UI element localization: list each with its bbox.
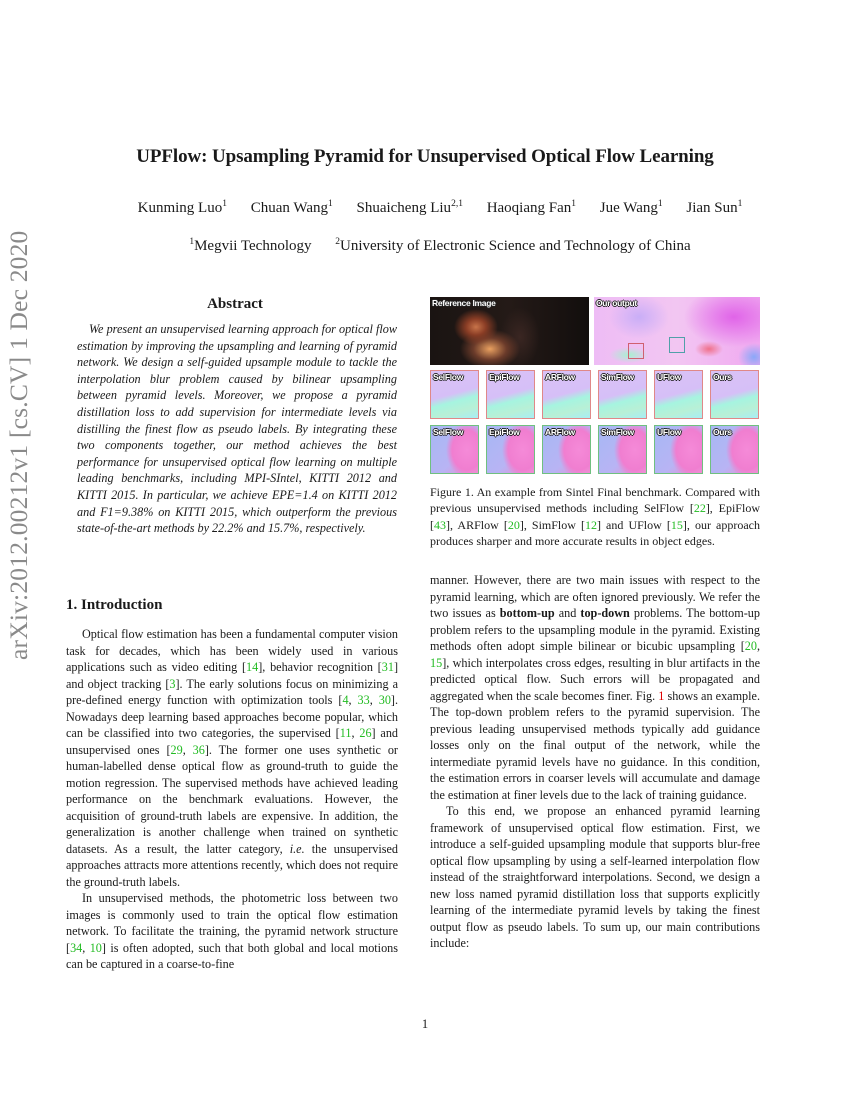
citation-link[interactable]: 11 bbox=[339, 726, 352, 740]
citation-link[interactable]: 20 bbox=[507, 517, 520, 532]
crop-green-epiflow bbox=[486, 425, 535, 474]
abstract-body bbox=[77, 321, 397, 537]
citation-link[interactable]: 30 bbox=[378, 693, 391, 707]
crop-red-simflow bbox=[598, 370, 647, 419]
crop-green-simflow bbox=[598, 425, 647, 474]
panel-label: SelFlow bbox=[433, 372, 464, 382]
intro-left-column bbox=[66, 626, 398, 973]
crop-green-arflow bbox=[542, 425, 591, 474]
affiliation: $^1$Megvii Technology bbox=[189, 237, 312, 254]
paragraph-fragment: manner. However, there are two main issues with respect to the pyramid learning, which are often ignored previously. We refer the two issues as bbox=[430, 573, 760, 620]
panel-label: EpiFlow bbox=[489, 427, 520, 437]
panel-label: ARFlow bbox=[545, 372, 575, 382]
crop-green-uflow bbox=[654, 425, 703, 474]
panel-label: SelFlow bbox=[433, 427, 464, 437]
intro-paragraph-1: Optical flow estimation has been a fundamental computer vision task for decades, which has been widely used in various applications such as video editing [14], behavior recognition [31] and object tracking [3]. The early solutions focus on minimizing a pre-defined energy function with optimization tools [4, 33, 30]. Nowadays deep learning based approaches become popular, which can be classified into two categories, the supervised [11, 26] and unsupervised ones [29, 36]. The former one uses synthetic or human-labelled dense optical flow as ground-truth to guide the motion regression. The supervised methods have achieved leading performance on the benchmark evaluations. However, the acquisition of ground-truth labels are expensive. In addition, the generalization is another challenge when trained on synthetic datasets. As a result, the latter category, i.e. the unsupervised approaches attracts more attentions recently, which does not require the ground-truth labels. bbox=[66, 627, 399, 889]
citation-link[interactable]: 22 bbox=[693, 501, 706, 516]
panel-label: SimFlow bbox=[601, 372, 634, 382]
figure-1-caption: Figure 1. An example from Sintel Final benchmark. Compared with previous unsupervised methods including SelFlow [22], EpiFlow [43], ARFlow [20], SimFlow [12] and UFlow [15], our approach produces sharper and more accurate results in object edges. bbox=[430, 485, 760, 548]
citation-link[interactable]: 20 bbox=[744, 639, 757, 653]
paper-title: UPFlow: Upsampling Pyramid for Unsupervised Optical Flow Learning bbox=[136, 146, 714, 167]
citation-link[interactable]: 3 bbox=[169, 676, 176, 691]
author: Jian Sun$^1$ bbox=[686, 199, 743, 216]
figure-reference-link[interactable]: 1 bbox=[658, 688, 665, 703]
intro-right-column bbox=[430, 572, 760, 952]
affiliation-list bbox=[60, 238, 820, 255]
affiliation: $^2$University of Electronic Science and Technology of China bbox=[335, 237, 691, 254]
citation-link[interactable]: 14 bbox=[246, 660, 259, 674]
intro-paragraph-3: To this end, we propose an enhanced pyramid learning framework of unsupervised optical flow estimation. First, we introduce a self-guided upsampling module that supports blur-free optical flow upsampling by using a self-learned interpolation flow instead of the straightforward interpolations. Second, we design a new loss named pyramid distillation loss that supports explicitly learning of the intermediate pyramid levels by taking the finest output flow as pseudo labels. To sum up, our main contributions include: bbox=[430, 804, 760, 950]
author: Haoqiang Fan$^1$ bbox=[486, 199, 577, 216]
panel-label: EpiFlow bbox=[489, 372, 520, 382]
intro-paragraph-2-cont: manner. However, there are two main issues with respect to the pyramid learning, which are often ignored previously. We refer the two issues as bottom-up and top-down problems. The bottom-up problem refers to the upsampling module in the pyramid. Existing methods often adopt simple bilinear or bicubic upsampling [20, 15], which interpolates cross edges, resulting in blur artifacts in the predicted optical flow. Such errors will be propagated and aggregated when the scale becomes finer. Fig. 1 shows an example. The top-down problem refers to the pyramid supervision. The previous leading unsupervised methods typically add guidance losses only on the final output of the network, while the intermediate pyramid levels have no guidance. In this condition, the estimation errors in coarser levels will accumulate and damage the estimation at finer levels due to the lack of training guidance. bbox=[430, 573, 760, 802]
citation-link[interactable]: 33 bbox=[357, 693, 370, 707]
section-heading-introduction: 1. Introduction bbox=[66, 597, 163, 613]
author: Shuaicheng Liu$^{2,1}$ bbox=[356, 199, 463, 216]
panel-label: ARFlow bbox=[545, 427, 575, 437]
crop-red-uflow bbox=[654, 370, 703, 419]
reference-image bbox=[430, 297, 589, 365]
panel-label: Ours bbox=[713, 372, 732, 382]
citation-link[interactable]: 12 bbox=[584, 517, 597, 532]
crop-green-ours bbox=[710, 425, 759, 474]
crop-green-selflow bbox=[430, 425, 479, 474]
citation-link[interactable]: 10 bbox=[89, 940, 102, 955]
abstract-text: We present an unsupervised learning approach for optical flow estimation by improving the upsampling and learning of pyramid network. We design a self-guided upsample module to tackle the interpolation blur problem caused by bilinear upsampling between pyramid levels. Moreover, we propose a pyramid distillation loss to add supervision for intermediate levels via distilling the finest flow as pseudo labels. By integrating these two components together, our method achieves the best performance for unsupervised optical flow learning on multiple leading benchmarks, including MPI-SIntel, KITTI 2012 and KITTI 2015. In particular, we achieve EPE=1.4 on KITTI 2012 and F1=9.38% on KITTI 2015, which outperform the previous state-of-the-art methods by 22.2% and 15.7%, respectively. bbox=[77, 322, 397, 536]
our-output-image bbox=[594, 297, 760, 365]
intro-paragraph-2-start: In unsupervised methods, the photometric loss between two images is commonly used to train the optical flow estimation network. To facilitate the training, the pyramid network structure [34, 10] is often adopted, such that both global and local motions can be captured in a coarse-to-fine bbox=[66, 891, 398, 971]
citation-link[interactable]: 36 bbox=[192, 742, 205, 757]
paragraph-fragment: ] is often adopted, such that both global and local motions can be captured in a coarse-to-fine bbox=[66, 940, 398, 971]
panel-label: Our output bbox=[596, 298, 637, 308]
crop-red-ours bbox=[710, 370, 759, 419]
citation-link[interactable]: 34 bbox=[70, 940, 83, 955]
abstract-heading: Abstract bbox=[207, 296, 263, 312]
author: Chuan Wang$^1$ bbox=[250, 199, 333, 216]
crop-red-arflow bbox=[542, 370, 591, 419]
citation-link[interactable]: 4 bbox=[342, 693, 349, 707]
panel-label: Ours bbox=[713, 427, 732, 437]
author: Jue Wang$^1$ bbox=[599, 199, 663, 216]
page-number: 1 bbox=[421, 1017, 429, 1031]
citation-link[interactable]: 15 bbox=[670, 517, 683, 532]
panel-label: UFlow bbox=[657, 427, 681, 437]
author-list bbox=[60, 200, 820, 217]
crop-red-epiflow bbox=[486, 370, 535, 419]
red-crop-box bbox=[628, 343, 644, 359]
citation-link[interactable]: 15 bbox=[430, 655, 443, 670]
panel-label: Reference Image bbox=[432, 298, 496, 308]
author: Kunming Luo$^1$ bbox=[137, 199, 227, 216]
arxiv-stamp: arXiv:2012.00212v1 [cs.CV] 1 Dec 2020 bbox=[4, 230, 33, 660]
figure-1 bbox=[430, 297, 760, 477]
citation-link[interactable]: 31 bbox=[381, 660, 394, 674]
crop-red-selflow bbox=[430, 370, 479, 419]
panel-label: SimFlow bbox=[601, 427, 634, 437]
citation-link[interactable]: 43 bbox=[434, 517, 446, 532]
teal-crop-box bbox=[669, 337, 685, 353]
panel-label: UFlow bbox=[657, 372, 681, 382]
citation-link[interactable]: 29 bbox=[170, 742, 183, 757]
citation-link[interactable]: 26 bbox=[359, 726, 372, 740]
